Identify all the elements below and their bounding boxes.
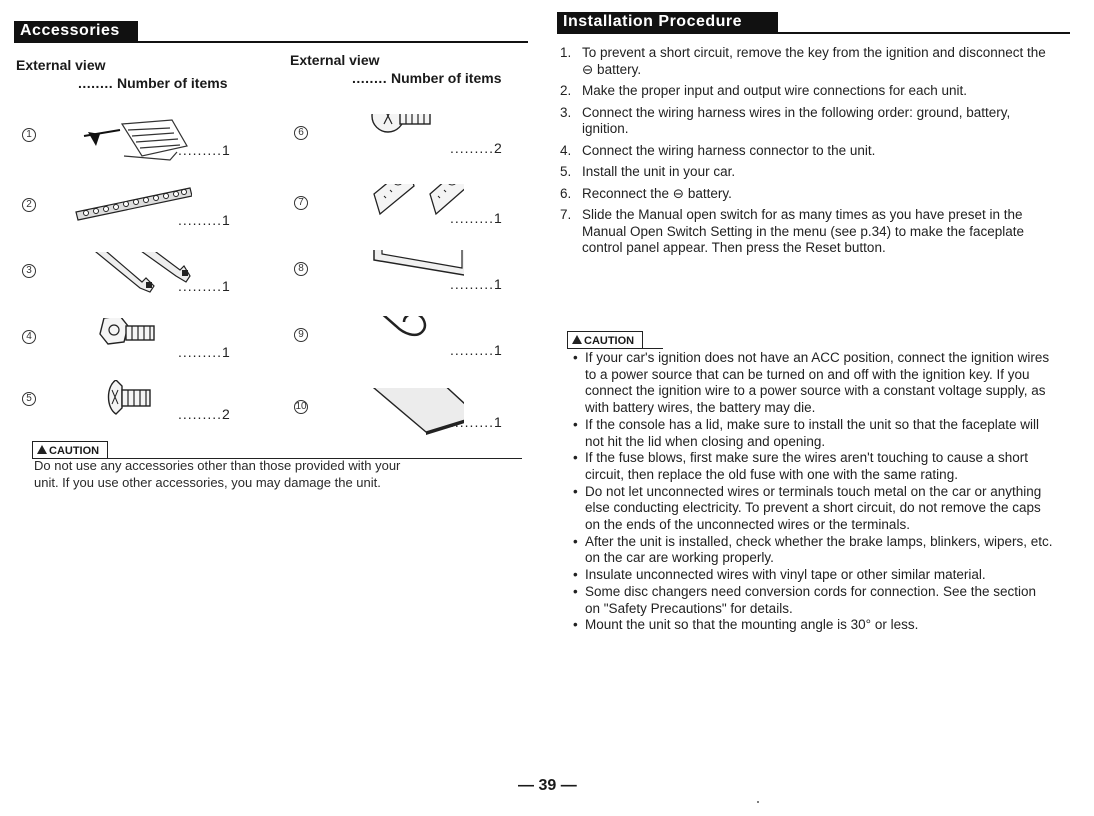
step-item [560, 105, 1060, 138]
step-item [560, 45, 1060, 78]
step-text: Slide the Manual open switch for as many times as you have preset in the Manual Open Switch Setting in the menu (see p.34) to make the faceplate control panel appear. Then press the Reset button. [582, 207, 1025, 255]
installation-title: Installation Procedure [563, 13, 743, 30]
qty-value: 1 [222, 278, 230, 294]
right-external-view-label: External view [290, 52, 380, 68]
caution-rule [567, 348, 663, 349]
flat-screw-icon [62, 380, 192, 440]
hex-bolt-icon [62, 318, 192, 378]
step-item [560, 83, 1060, 100]
caution-label: CAUTION [49, 445, 100, 457]
item-quantity [178, 212, 230, 228]
right-dots: ........ [352, 70, 388, 86]
accessory-item-3 [22, 252, 262, 316]
qty-dots: ......... [450, 414, 495, 430]
qty-dots: ......... [450, 210, 495, 226]
step-text: Connect the wiring harness wires in the following order: ground, battery, ignition. [582, 104, 1011, 136]
bag-of-pins-icon [62, 116, 192, 176]
caution-text-line-1: Do not use any accessories other than those provided with your [34, 458, 401, 473]
qty-value: 1 [222, 212, 230, 228]
item-quantity [178, 344, 230, 360]
step-item [560, 207, 1060, 257]
accessories-caution-text [34, 458, 524, 491]
qty-dots: ......... [178, 278, 223, 294]
removal-keys-icon [62, 252, 192, 312]
item-number: 9 [294, 328, 308, 342]
item-quantity [450, 342, 502, 358]
qty-value: 1 [494, 414, 502, 430]
accessory-item-2 [22, 186, 262, 250]
installation-steps [560, 45, 1060, 262]
accessories-title: Accessories [20, 22, 120, 39]
item-quantity [450, 140, 502, 156]
item-quantity [178, 142, 230, 158]
pad-icon [334, 388, 464, 448]
qty-value: 1 [494, 210, 502, 226]
left-column-heading [16, 56, 227, 92]
step-number: 5. [560, 164, 572, 179]
item-number: 2 [22, 198, 36, 212]
accessory-item-4 [22, 318, 262, 382]
qty-value: 1 [494, 342, 502, 358]
qty-dots: ......... [178, 406, 223, 422]
accessories-header [14, 21, 138, 43]
left-external-view-label: External view [16, 57, 106, 73]
hook-icon [334, 316, 464, 376]
installation-header [557, 12, 778, 34]
item-number: 10 [295, 401, 307, 412]
caution-item: • If the fuse blows, first make sure the wires aren't touching to cause a short circuit, then replace the old fuse with one with the same rating. [573, 450, 1053, 483]
item-number: 7 [294, 196, 308, 210]
caution-item: • If the console has a lid, make sure to install the unit so that the faceplate will not hit the lid when closing and opening. [573, 417, 1053, 450]
qty-value: 2 [222, 406, 230, 422]
caution-text-line-2: unit. If you use other accessories, you may damage the unit. [34, 474, 381, 490]
step-item [560, 164, 1060, 181]
item-number: 1 [22, 128, 36, 142]
left-number-of-items-label: Number of items [117, 75, 228, 91]
warning-triangle-icon [37, 445, 47, 454]
qty-value: 1 [222, 344, 230, 360]
accessory-item-1 [22, 116, 262, 180]
qty-dots: ......... [178, 142, 223, 158]
installation-caution-badge [567, 331, 643, 349]
metal-strip-icon [62, 186, 192, 246]
step-number: 4. [560, 142, 572, 158]
caution-item: • Insulate unconnected wires with vinyl tape or other similar material. [573, 567, 1053, 584]
caution-item: • After the unit is installed, check whether the brake lamps, blinkers, wipers, etc. on the car are working properly. [573, 534, 1053, 567]
step-item [560, 186, 1060, 203]
round-screw-icon [334, 114, 464, 174]
item-quantity [178, 406, 230, 422]
brackets-icon [334, 184, 464, 244]
accessory-item-10 [294, 388, 534, 452]
installation-header-rule [557, 32, 1070, 34]
item-number: 4 [22, 330, 36, 344]
accessories-header-rule [14, 41, 528, 43]
installation-cautions-list [573, 350, 1053, 634]
scan-speck [757, 801, 759, 803]
accessory-item-6 [294, 114, 534, 178]
qty-value: 1 [494, 276, 502, 292]
qty-dots: ......... [450, 140, 495, 156]
caution-label: CAUTION [584, 335, 635, 347]
item-number: 6 [294, 126, 308, 140]
step-text: Connect the wiring harness connector to the unit. [582, 142, 876, 158]
qty-value: 2 [494, 140, 502, 156]
accessory-item-5 [22, 380, 262, 444]
caution-item: • Do not let unconnected wires or terminals touch metal on the car or anything else conducting electricity. To prevent a short circuit, do not remove the caps on the ends of the unconnected wires or the terminals. [573, 484, 1053, 534]
step-item [560, 143, 1060, 160]
caution-item: • Mount the unit so that the mounting angle is 30° or less. [573, 617, 1053, 634]
right-number-of-items-label: Number of items [391, 70, 502, 86]
qty-dots: ......... [178, 344, 223, 360]
step-number: 7. [560, 207, 572, 222]
accessory-item-9 [294, 316, 534, 380]
qty-dots: ......... [178, 212, 223, 228]
step-text: Reconnect the ⊖ battery. [582, 185, 732, 201]
step-number: 2. [560, 83, 572, 98]
item-number: 5 [22, 392, 36, 406]
trim-frame-icon [334, 250, 464, 310]
qty-value: 1 [222, 142, 230, 158]
page-number: — 39 — [518, 777, 577, 794]
step-text: Make the proper input and output wire connections for each unit. [582, 83, 967, 98]
step-text: Install the unit in your car. [582, 164, 736, 179]
item-quantity [178, 278, 230, 294]
caution-item: • Some disc changers need conversion cords for connection. See the section on "Safety Precautions" for details. [573, 584, 1053, 617]
accessories-caution-badge [32, 441, 108, 459]
accessory-item-8 [294, 250, 534, 314]
item-number: 8 [294, 262, 308, 276]
right-column-heading [290, 51, 501, 87]
step-number: 1. [560, 45, 572, 60]
item-quantity [450, 414, 502, 430]
left-dots: ........ [78, 75, 114, 91]
qty-dots: ......... [450, 342, 495, 358]
accessory-item-7 [294, 184, 534, 248]
step-number: 3. [560, 104, 572, 120]
step-number: 6. [560, 185, 572, 201]
warning-triangle-icon [572, 335, 582, 344]
qty-dots: ......... [450, 276, 495, 292]
item-number: 3 [22, 264, 36, 278]
caution-item: • If your car's ignition does not have an ACC position, connect the ignition wires to a power source that can be turned on and off with the ignition key. If you connect the ignition wire to a power source with a constant voltage supply, as with battery wires, the battery may die. [573, 350, 1053, 417]
item-quantity [450, 276, 502, 292]
item-quantity [450, 210, 502, 226]
step-text: To prevent a short circuit, remove the key from the ignition and disconnect the ⊖ battery. [582, 45, 1046, 77]
